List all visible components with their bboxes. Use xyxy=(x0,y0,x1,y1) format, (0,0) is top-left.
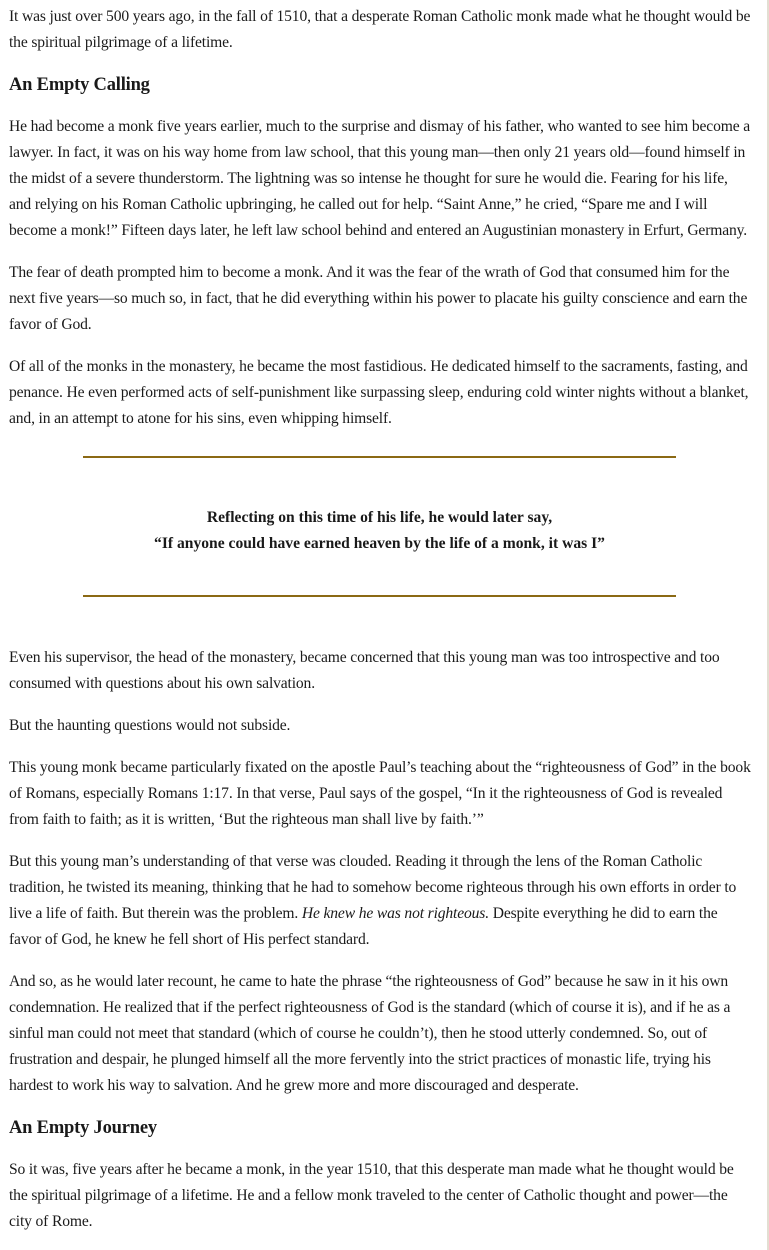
pull-quote xyxy=(83,456,676,597)
paragraph-righteousness-of-god: This young monk became particularly fixated on the apostle Paul’s teaching about the “righteousness of God” in the book of Romans, especially Romans 1:17. In that verse, Paul says of the gospel, “In it the righteousness of God is revealed from faith to faith; as it is written, ‘But the righteous man shall live by faith.’” xyxy=(9,759,751,828)
paragraph-supervisor: Even his supervisor, the head of the monastery, became concerned that this young man was too introspective and too consumed with questions about his own salvation. xyxy=(9,649,720,692)
paragraph-fastidious-monk: Of all of the monks in the monastery, he became the most fastidious. He dedicated himself to the sacraments, fasting, and penance. He even performed acts of self-punishment like surpassing sleep, enduring cold winter nights without a blanket, and, in an attempt to atone for his sins, even whipping himself. xyxy=(9,358,749,427)
emphasis-not-righteous: He knew he was not righteous. xyxy=(301,905,489,922)
paragraph-fear-of-death: The fear of death prompted him to become a monk. And it was the fear of the wrath of God that consumed him for the next five years—so much so, in fact, that he did everything within his power to placate his guilty conscience and earn the favor of God. xyxy=(9,264,748,333)
paragraph-thunderstorm: He had become a monk five years earlier, much to the surprise and dismay of his father, who wanted to see him become a lawyer. In fact, it was on his way home from law school, that this young man—then only 21 years old—found himself in the midst of a severe thunderstorm. The lightning was so intense he thought for sure he would die. Fearing for his life, and relying on his Roman Catholic upbringing, he called out for help. “Saint Anne,” he cried, “Spare me and I will become a monk!” Fifteen days later, he left law school behind and entered an Augustinian monastery in Erfurt, Germany. xyxy=(9,118,750,239)
paragraph-journey-to-rome: So it was, five years after he became a monk, in the year 1510, that this desperate man made what he thought would be the spiritual pilgrimage of a lifetime. He and a fellow monk traveled to the center of Catholic thought and power—the city of Rome. xyxy=(9,1161,734,1230)
paragraph-clouded-text-2: Despite everything he did to earn the favor of God, he knew he fell short of His perfect standard. xyxy=(9,905,718,948)
intro-paragraph: It was just over 500 years ago, in the fall of 1510, that a desperate Roman Catholic monk made what he thought would be the spiritual pilgrimage of a lifetime. xyxy=(9,8,751,51)
paragraph-clouded-understanding xyxy=(9,849,751,953)
paragraph-haunting-questions: But the haunting questions would not subside. xyxy=(9,717,291,734)
pull-quote-line-1: Reflecting on this time of his life, he would later say, xyxy=(206,509,553,526)
section-heading-empty-journey: An Empty Journey xyxy=(9,1118,157,1138)
paragraph-clouded-text-1: But this young man’s understanding of that verse was clouded. Reading it through the lens of the Roman Catholic tradition, he twisted its meaning, thinking that he had to somehow become righteous through his own efforts in order to live a life of faith. But therein was the problem. xyxy=(9,853,737,922)
paragraph-condemnation: And so, as he would later recount, he came to hate the phrase “the righteousness of God” because he saw in it his own condemnation. He realized that if the perfect righteousness of God is the standard (which of course it is), and if he as a sinful man could not meet that standard (which of course he couldn’t), then he stood utterly condemned. So, out of frustration and despair, he plunged himself all the more fervently into the strict practices of monastic life, trying his hardest to work his way to salvation. And he grew more and more discouraged and desperate. xyxy=(9,973,731,1094)
section-heading-empty-calling: An Empty Calling xyxy=(9,75,150,95)
pull-quote-line-2: “If anyone could have earned heaven by the life of a monk, it was I” xyxy=(154,535,605,552)
pull-quote-text xyxy=(83,458,676,595)
